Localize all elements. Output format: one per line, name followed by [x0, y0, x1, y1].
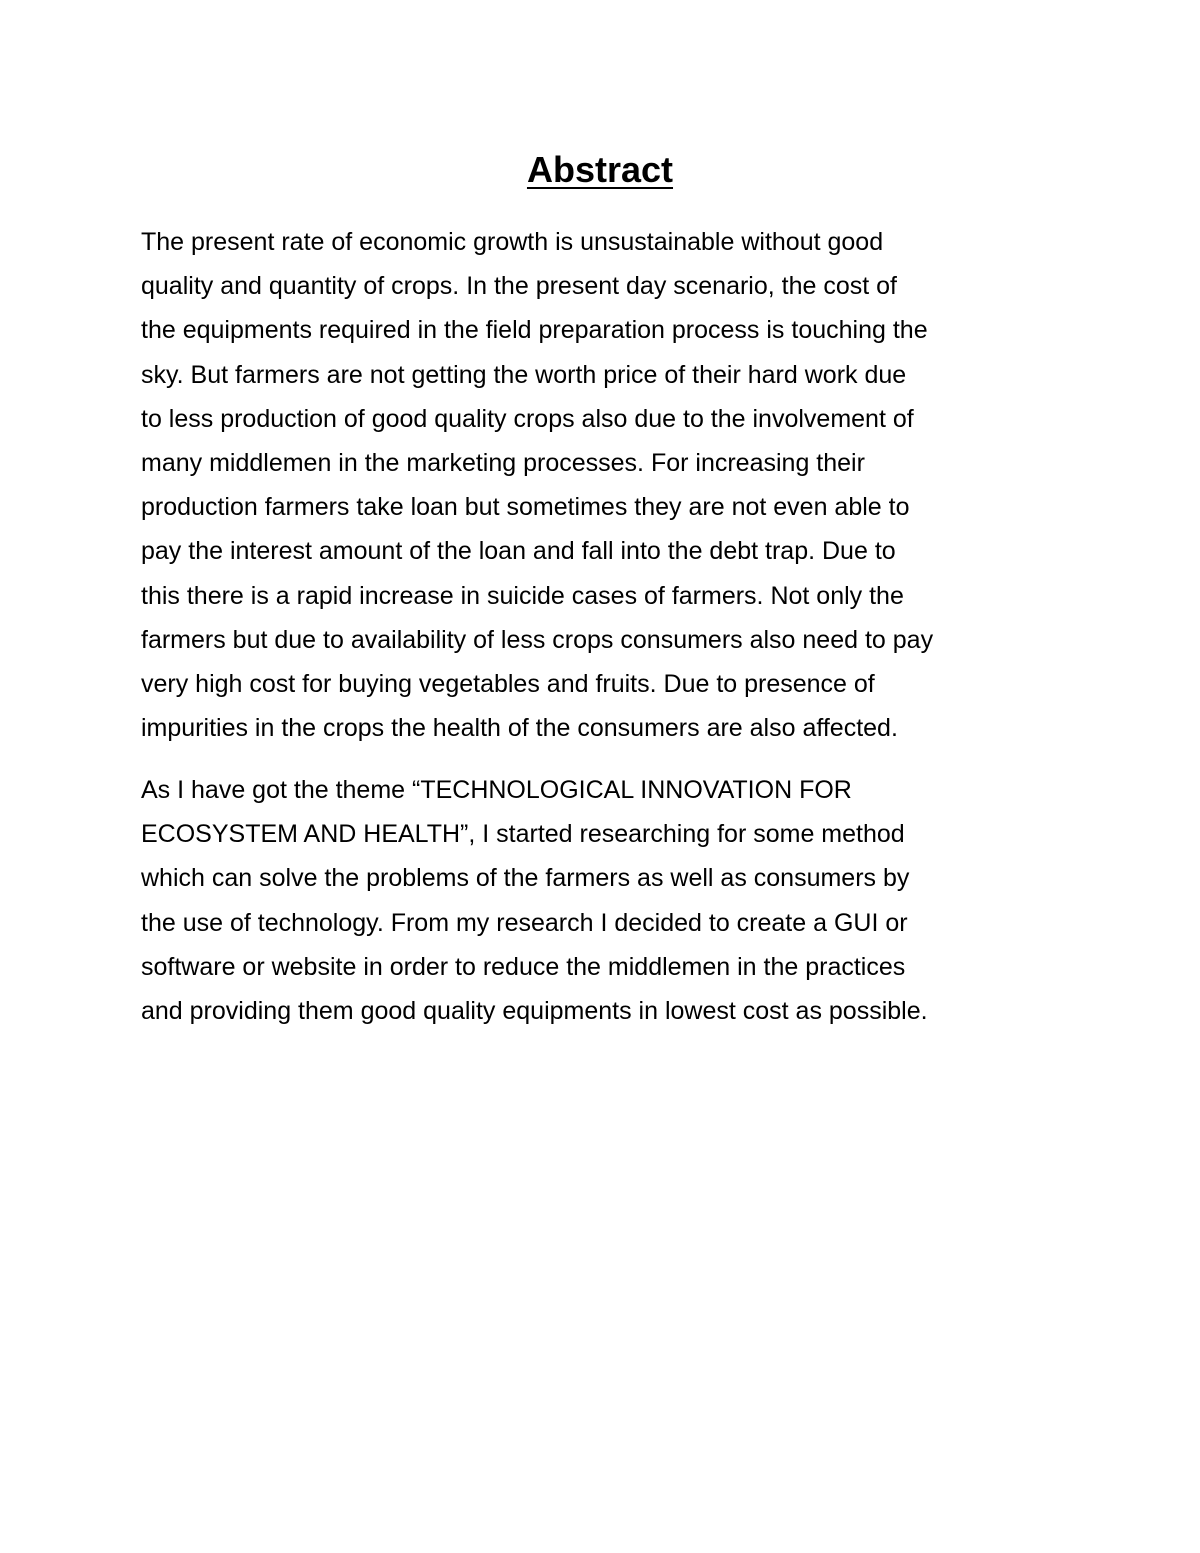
- paragraph-line: production farmers take loan but sometimes they are not even able to: [141, 493, 910, 522]
- page-title: [0, 148, 1200, 192]
- paragraph-line: very high cost for buying vegetables and fruits. Due to presence of: [141, 670, 875, 699]
- paragraph-line: to less production of good quality crops also due to the involvement of: [141, 404, 914, 433]
- paragraph-line: this there is a rapid increase in suicide cases of farmers. Not only the: [141, 581, 904, 610]
- paragraph-line: which can solve the problems of the farmers as well as consumers by: [141, 864, 910, 893]
- paragraph-line: many middlemen in the marketing processes. For increasing their: [141, 449, 865, 478]
- paragraph-line: pay the interest amount of the loan and fall into the debt trap. Due to: [141, 537, 896, 566]
- page-title-text: Abstract: [526, 149, 674, 190]
- paragraph-line: The present rate of economic growth is unsustainable without good: [141, 228, 884, 256]
- paragraph-line: the equipments required in the field preparation process is touching the: [141, 316, 928, 345]
- paragraph-1: [141, 220, 1071, 750]
- paragraph-line: sky. But farmers are not getting the worth price of their hard work due: [141, 360, 907, 389]
- paragraph-line: As I have got the theme “TECHNOLOGICAL INNOVATION FOR: [141, 776, 852, 804]
- paragraph-line: ECOSYSTEM AND HEALTH”, I started researching for some method: [141, 820, 905, 849]
- paragraph-line: the use of technology. From my research I decided to create a GUI or: [141, 908, 908, 937]
- paragraph-line: quality and quantity of crops. In the present day scenario, the cost of: [141, 272, 898, 301]
- paragraph-2: [141, 768, 1071, 1033]
- paragraph-line: software or website in order to reduce the middlemen in the practices: [141, 952, 906, 981]
- paragraph-line: impurities in the crops the health of the consumers are also affected.: [141, 714, 898, 743]
- paragraph-line: farmers but due to availability of less crops consumers also need to pay: [141, 625, 934, 654]
- paragraph-line: and providing them good quality equipments in lowest cost as possible.: [141, 997, 928, 1026]
